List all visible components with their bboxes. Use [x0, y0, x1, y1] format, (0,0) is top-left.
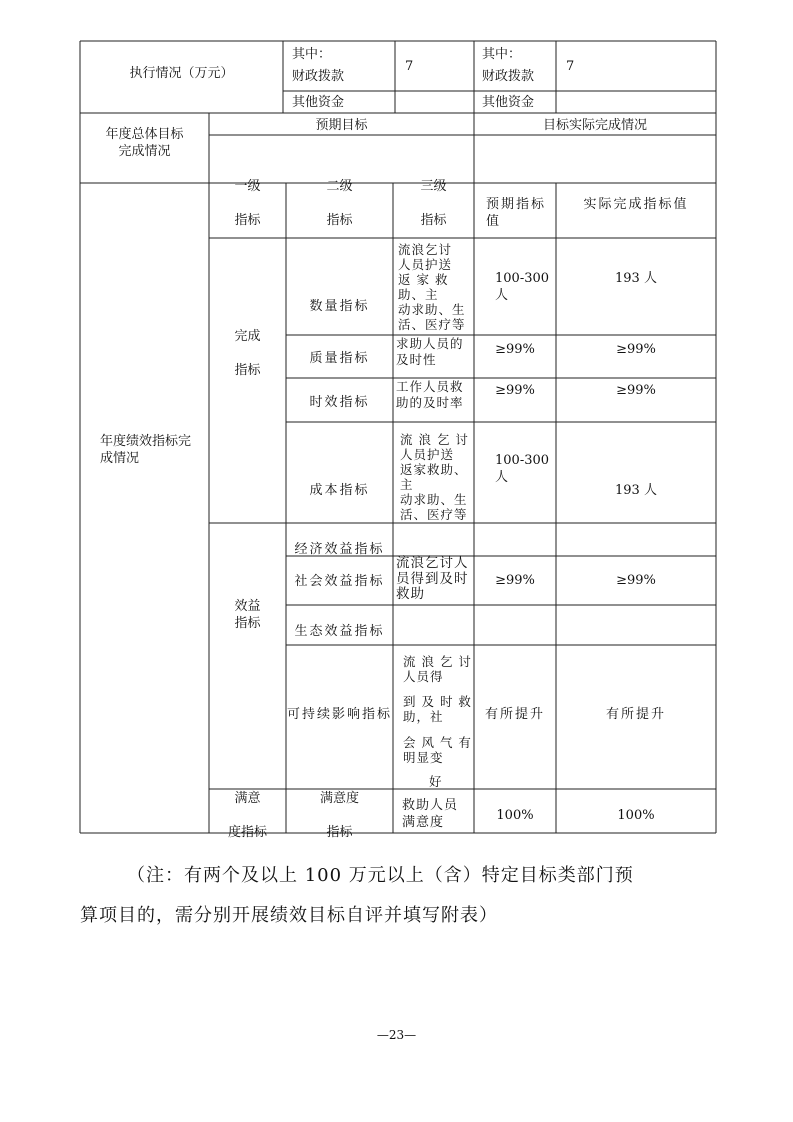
benefit-label: 效益 指标: [234, 599, 261, 631]
row-timeliness-expected: ≥99%: [495, 383, 535, 398]
note-line1: （注：有两个及以上 100 万元以上（含）特定目标类部门预: [127, 865, 634, 886]
row-quantity-expected: 100-300 人: [495, 271, 550, 303]
exec-other1: 其他资金: [292, 95, 345, 110]
benefit-sustainable-desc-d: 好: [429, 774, 442, 789]
row-timeliness-desc: 工作人员救 助的及时率: [396, 379, 464, 410]
goal-expected-header: 预期目标: [315, 118, 368, 133]
row-quality-name: 质量指标: [309, 351, 370, 366]
benefit-economic-name: 经济效益指标: [294, 542, 385, 557]
benefit-sustainable-desc-a: 流 浪 乞 讨 人员得: [403, 654, 472, 684]
head-expected: 预期指标 值: [486, 197, 547, 229]
row-cost-desc: 流 浪 乞 讨 人员护送 返家救助、 主 动求助、生 活、医疗等: [400, 432, 469, 522]
satisfaction-label: 满意 度指标: [227, 791, 267, 840]
benefit-social-expected: ≥99%: [495, 573, 535, 588]
row-quantity-name: 数量指标: [309, 299, 370, 314]
head-level2: 二级 指标: [326, 179, 353, 228]
exec-sub2-line2: 财政拨款: [482, 69, 535, 84]
benefit-sustainable-expected: 有所提升: [484, 707, 545, 722]
benefit-sustainable-name: 可持续影响指标: [286, 707, 392, 722]
head-actual: 实际完成指标值: [583, 197, 689, 212]
benefit-social-actual: ≥99%: [616, 573, 656, 588]
benefit-sustainable-desc-b: 到 及 时 救 助，社: [403, 694, 472, 724]
exec-label: 执行情况（万元）: [129, 66, 234, 81]
benefit-sustainable-actual: 有所提升: [605, 707, 666, 722]
perf-label: 年度绩效指标完 成情况: [100, 434, 192, 466]
page-number: —23—: [376, 1028, 417, 1042]
note-line2: 算项目的，需分别开展绩效目标自评并填写附表）: [80, 905, 498, 926]
row-quantity-actual: 193 人: [615, 271, 657, 286]
exec-sub1-value: 7: [405, 59, 414, 74]
exec-sub2-line1: 其中：: [482, 47, 522, 62]
row-quality-desc: 求助人员的 及时性: [396, 336, 464, 367]
benefit-sustainable-desc-c: 会 风 气 有 明显变: [403, 735, 472, 765]
completion-label: 完成 指标: [234, 329, 261, 378]
head-level3: 三级 指标: [420, 179, 447, 228]
satisfaction-expected: 100%: [496, 808, 534, 823]
exec-other2: 其他资金: [482, 95, 535, 110]
row-quantity-desc: 流浪乞讨 人员护送 返 家 救 助、主 动求助、生 活、医疗等: [398, 242, 466, 332]
satisfaction-actual: 100%: [617, 808, 655, 823]
goal-actual-header: 目标实际完成情况: [542, 118, 647, 133]
exec-sub2-value: 7: [566, 59, 575, 74]
goal-label: 年度总体目标 完成情况: [105, 127, 184, 159]
row-cost-expected: 100-300 人: [495, 453, 550, 485]
row-cost-actual: 193 人: [615, 483, 657, 498]
satisfaction-desc: 救助人员 满意度: [402, 798, 459, 830]
row-quality-actual: ≥99%: [616, 342, 656, 357]
row-quality-expected: ≥99%: [495, 342, 535, 357]
head-level1: 一级 指标: [234, 179, 261, 228]
benefit-social-name: 社会效益指标: [294, 574, 385, 589]
satisfaction-name: 满意度 指标: [319, 791, 359, 840]
benefit-social-desc: 流浪乞讨人 员得到及时 救助: [396, 555, 469, 602]
row-timeliness-actual: ≥99%: [616, 383, 656, 398]
row-timeliness-name: 时效指标: [309, 395, 370, 410]
exec-sub1-line1: 其中：: [292, 47, 332, 62]
row-cost-name: 成本指标: [309, 483, 370, 498]
exec-sub1-line2: 财政拨款: [292, 69, 345, 84]
benefit-ecological-name: 生态效益指标: [294, 624, 385, 639]
